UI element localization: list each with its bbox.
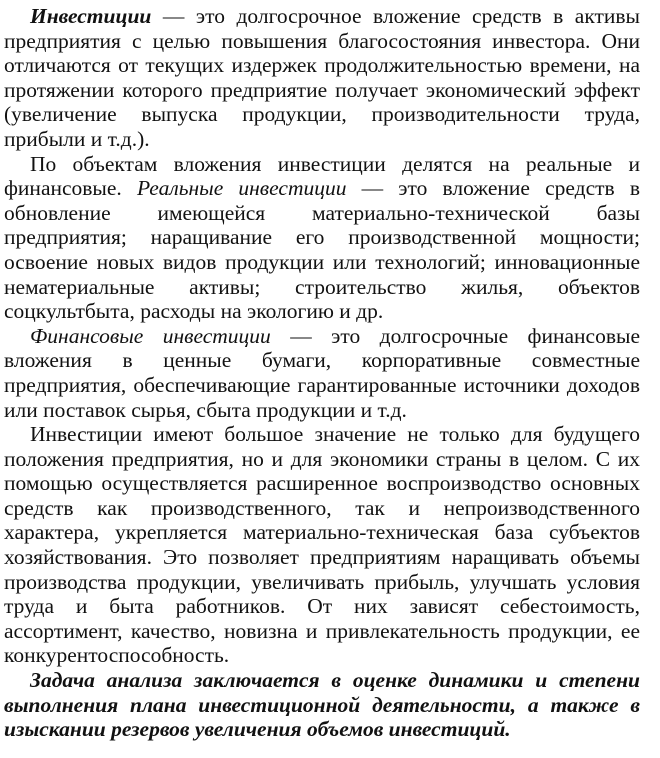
paragraph-importance — [4, 422, 640, 668]
paragraph-text: — это долгосрочное вложение средств в активы предприятия с целью повышения благосостояния инвестора. Они отличаются от текущих издержек продолжительностью времени, на протяжении которого предприятие получает экономический эффект (увеличение выпуска продукции, производительности труда, прибыли и т.д.). — [4, 4, 640, 151]
term-real-investments: Реальные инвестиции — [136, 176, 347, 201]
paragraph-text: — это вложение средств в обновление имеющейся материально-технической базы предприятия; наращивание его производственной мощности; освоение новых видов продукции или технологий; инновационные нематериальные активы; строительство жилья, объектов соцкультбыта, расходы на экологию и др. — [4, 176, 640, 324]
paragraph-text: — это долгосрочные финансовые вложения в ценные бумаги, корпоративные совместные предприятия, обеспечивающие гарантированные источники доходов или поставок сырья, сбыта продукции и т.д. — [4, 323, 640, 422]
term-financial-investments: Финансовые инвестиции — [30, 323, 271, 348]
paragraph-text: Задача анализа заключается в оценке динамики и степени выполнения плана инвестиционной деятельности, а также в изыскании резервов увеличения объемов инвестиций. — [4, 668, 640, 742]
document-page — [4, 4, 640, 742]
term-investments: Инвестиции — [30, 4, 152, 28]
paragraph-financial-investments — [4, 324, 640, 422]
paragraph-intro: По объектам вложения инвестиции делятся на реальные и финансовые. — [4, 151, 640, 201]
paragraph-analysis-task — [4, 668, 640, 742]
paragraph-text: Инвестиции имеют большое значение не только для будущего положения предприятия, но и для экономики страны в целом. С их помощью осуществляется расширенное воспроизводство основных средств как производственного, так и непроизводственного характера, укрепляется материально-техническая база субъектов хозяйствования. Это позволяет предприятиям наращивать объемы производства продукции, увеличивать прибыль, улучшать условия труда и быта работников. От них зависят себестоимость, ассортимент, качество, новизна и привлекательность продукции, ее конкурентоспособность. — [4, 422, 640, 668]
paragraph-investments-definition — [4, 4, 640, 152]
paragraph-real-investments — [4, 152, 640, 324]
